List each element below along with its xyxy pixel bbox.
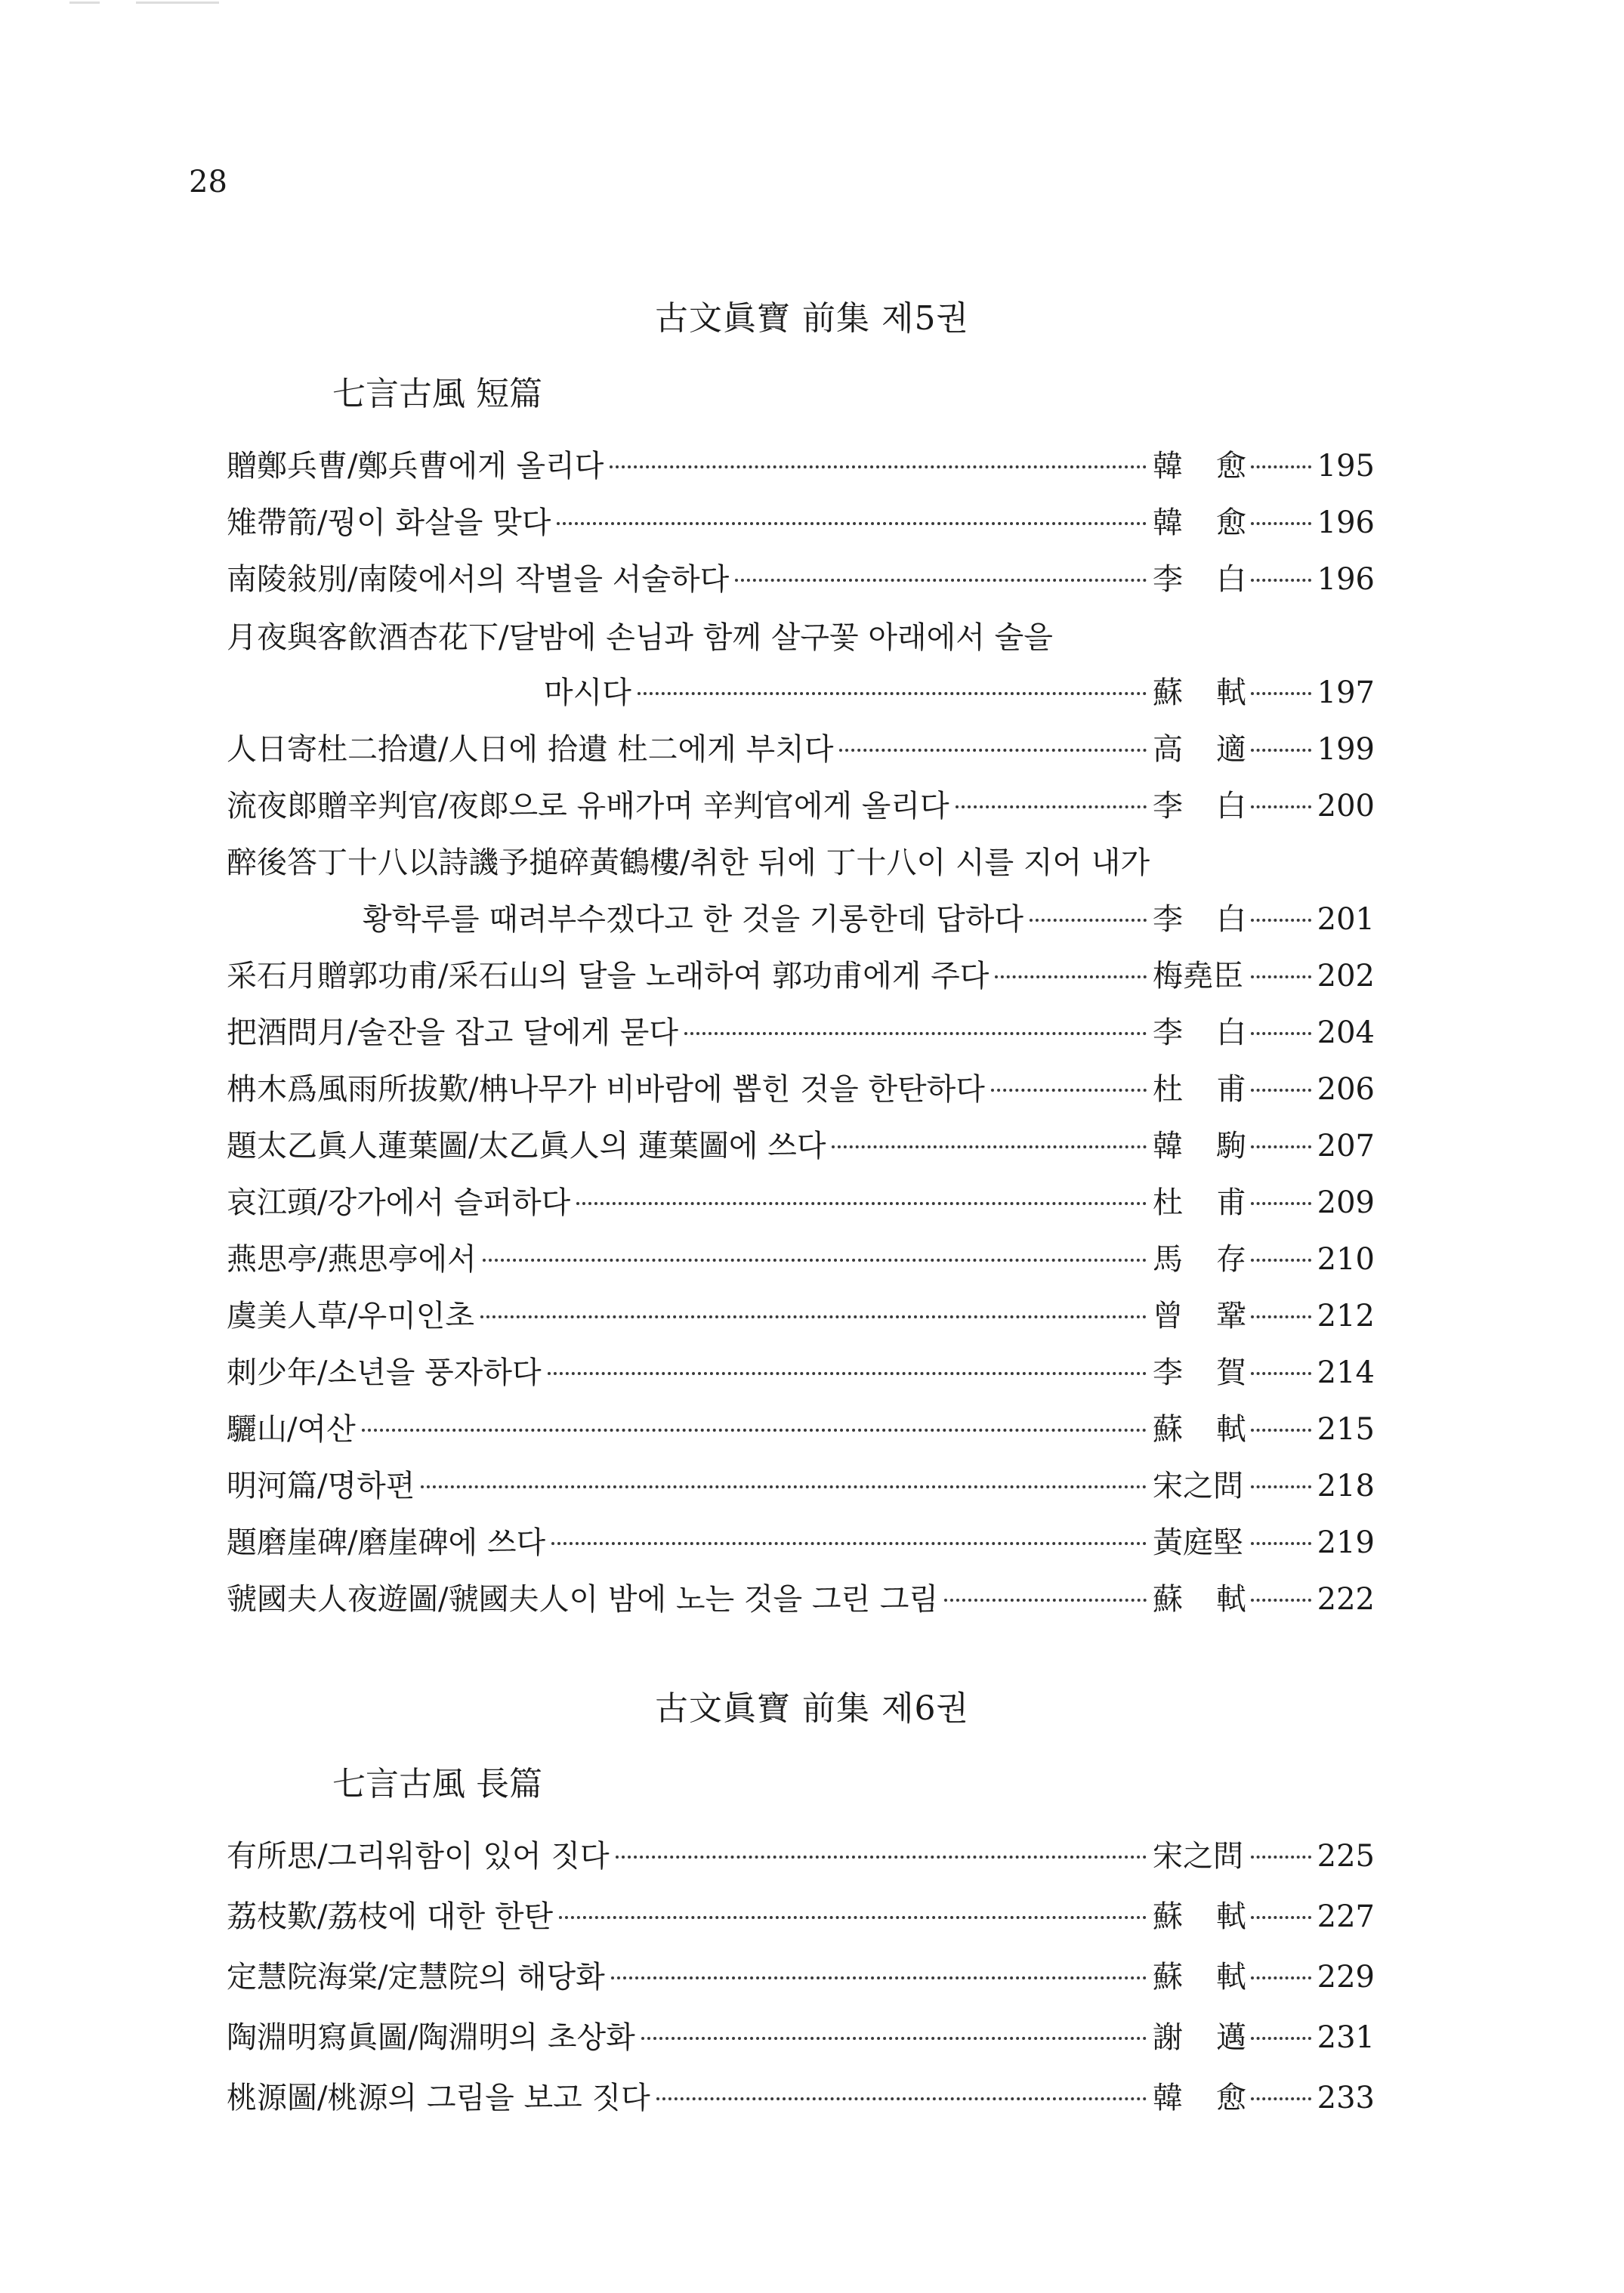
scan-artifact — [69, 2, 100, 4]
entry-page: 199 — [1317, 732, 1375, 767]
entry-page: 219 — [1317, 1525, 1375, 1560]
entry-author: 蘇軾 — [1153, 1899, 1280, 1934]
dot-leader — [1030, 919, 1147, 922]
toc-entry — [227, 1405, 1375, 1451]
entry-title: 虢國夫人夜遊圖/虢國夫人이 밤에 노는 것을 그린 그림 — [227, 1582, 939, 1617]
dot-leader — [548, 1372, 1147, 1375]
section-title: 七言古風 短篇 — [332, 375, 542, 413]
dot-leader — [1251, 1976, 1311, 1979]
entry-page: 196 — [1317, 562, 1375, 597]
toc-entry — [227, 1292, 1375, 1337]
entry-title: 明河篇/명하편 — [227, 1469, 415, 1503]
toc-entry — [227, 1179, 1375, 1224]
toc-entry — [227, 1893, 1375, 1938]
dot-leader — [641, 2037, 1147, 2040]
dot-leader — [1251, 919, 1311, 922]
toc-entry — [227, 442, 1375, 487]
entry-author: 蘇軾 — [1153, 675, 1280, 710]
entry-author: 李白 — [1153, 789, 1280, 824]
dot-leader — [1251, 1429, 1311, 1432]
dot-leader — [559, 1916, 1147, 1919]
entry-page: 225 — [1317, 1839, 1375, 1874]
dot-leader — [1251, 1542, 1311, 1545]
dot-leader — [1251, 1202, 1311, 1205]
entry-title: 마시다 — [544, 675, 631, 710]
entry-title: 桃源圖/桃源의 그림을 보고 짓다 — [227, 2081, 650, 2115]
toc-entry — [227, 782, 1375, 827]
entry-author: 杜甫 — [1153, 1185, 1280, 1220]
toc-entry — [227, 2013, 1375, 2059]
entry-title: 雉帶箭/꿩이 화살을 맞다 — [227, 505, 551, 540]
dot-leader — [1251, 692, 1311, 695]
entry-page: 204 — [1317, 1015, 1375, 1050]
dot-leader — [956, 805, 1147, 808]
dot-leader — [1251, 1145, 1311, 1148]
entry-title: 贈鄭兵曹/鄭兵曹에게 올리다 — [227, 449, 604, 484]
entry-title: 황학루를 때려부수겠다고 한 것을 기롱한데 답하다 — [363, 902, 1024, 937]
entry-author: 高適 — [1153, 732, 1280, 767]
dot-leader — [991, 1089, 1147, 1092]
entry-page: 202 — [1317, 959, 1375, 994]
entry-author: 杜甫 — [1153, 1072, 1280, 1107]
volume-title: 古文眞寶 前集 제6권 — [655, 1689, 969, 1728]
dot-leader — [362, 1429, 1147, 1432]
dot-leader — [944, 1599, 1147, 1602]
entry-author: 韓愈 — [1153, 505, 1280, 540]
entry-author: 宋之問 — [1153, 1469, 1243, 1503]
entry-author: 黃庭堅 — [1153, 1525, 1243, 1560]
entry-title: 哀江頭/강가에서 슬퍼하다 — [227, 1185, 571, 1220]
entry-author: 梅堯臣 — [1153, 959, 1243, 994]
entry-page: 206 — [1317, 1072, 1375, 1107]
entry-page: 231 — [1317, 2020, 1375, 2055]
toc-entry — [227, 1953, 1375, 1998]
toc-entry — [227, 1575, 1375, 1621]
dot-leader — [1251, 2037, 1311, 2040]
dot-leader — [1251, 1916, 1311, 1919]
entry-page: 233 — [1317, 2081, 1375, 2115]
entry-author: 蘇軾 — [1153, 1582, 1280, 1617]
dot-leader — [557, 522, 1147, 525]
entry-author: 李賀 — [1153, 1355, 1280, 1390]
dot-leader — [995, 975, 1147, 978]
entry-title: 刺少年/소년을 풍자하다 — [227, 1355, 542, 1390]
entry-page: 214 — [1317, 1355, 1375, 1390]
dot-leader — [1251, 1259, 1311, 1262]
dot-leader — [551, 1542, 1147, 1545]
entry-title: 荔枝歎/荔枝에 대한 한탄 — [227, 1899, 554, 1934]
entry-page: 212 — [1317, 1299, 1375, 1333]
entry-author: 蘇軾 — [1153, 1412, 1280, 1447]
dot-leader — [638, 692, 1147, 695]
entry-title: 虞美人草/우미인초 — [227, 1299, 475, 1333]
dot-leader — [656, 2097, 1147, 2100]
entry-title: 南陵敍別/南陵에서의 작별을 서술하다 — [227, 562, 730, 597]
dot-leader — [1251, 1372, 1311, 1375]
entry-author: 韓愈 — [1153, 2081, 1280, 2115]
dot-leader — [1251, 1032, 1311, 1035]
dot-leader — [1251, 1315, 1311, 1318]
dot-leader — [1251, 1485, 1311, 1488]
entry-author: 李白 — [1153, 902, 1280, 937]
entry-author: 曾鞏 — [1153, 1299, 1280, 1333]
entry-author: 李白 — [1153, 1015, 1280, 1050]
toc-entry — [227, 1235, 1375, 1281]
toc-entry — [227, 1349, 1375, 1394]
dot-leader — [480, 1315, 1147, 1318]
dot-leader — [832, 1145, 1147, 1148]
dot-leader — [1251, 1856, 1311, 1859]
toc-entry — [227, 1009, 1375, 1054]
section-title: 七言古風 長篇 — [332, 1765, 542, 1803]
dot-leader — [839, 749, 1147, 752]
entry-title-line1: 醉後答丁十八以詩譏予搥碎黃鶴樓/취한 뒤에 丁十八이 시를 지어 내가 — [227, 845, 1150, 880]
dot-leader — [616, 1856, 1147, 1859]
entry-page: 207 — [1317, 1129, 1375, 1163]
entry-title-line1: 月夜與客飮酒杏花下/달밤에 손님과 함께 살구꽃 아래에서 술을 — [227, 620, 1053, 655]
dot-leader — [1251, 749, 1311, 752]
scan-artifact — [136, 2, 219, 4]
entry-title: 采石月贈郭功甫/采石山의 달을 노래하여 郭功甫에게 주다 — [227, 959, 990, 994]
entry-author: 李白 — [1153, 562, 1280, 597]
entry-title: 燕思亭/燕思亭에서 — [227, 1242, 477, 1277]
entry-page: 218 — [1317, 1469, 1375, 1503]
toc-entry — [227, 1832, 1375, 1877]
entry-author: 宋之問 — [1153, 1839, 1243, 1874]
toc-entry — [227, 725, 1375, 771]
dot-leader — [610, 465, 1147, 468]
page-number: 28 — [189, 165, 227, 199]
dot-leader — [1251, 1599, 1311, 1602]
dot-leader — [684, 1032, 1147, 1035]
entry-page: 200 — [1317, 789, 1375, 824]
dot-leader — [421, 1485, 1147, 1488]
entry-page: 209 — [1317, 1185, 1375, 1220]
toc-entry — [227, 1519, 1375, 1564]
entry-page: 196 — [1317, 505, 1375, 540]
entry-page: 197 — [1317, 675, 1375, 710]
entry-title: 有所思/그리워함이 있어 짓다 — [227, 1839, 610, 1874]
toc-entry — [363, 895, 1375, 941]
entry-author: 蘇軾 — [1153, 1960, 1280, 1995]
toc-entry — [227, 1065, 1375, 1111]
toc-entry — [544, 669, 1375, 714]
toc-entry — [227, 1462, 1375, 1507]
toc-entry — [227, 1122, 1375, 1167]
dot-leader — [1251, 805, 1311, 808]
dot-leader — [1251, 975, 1311, 978]
entry-title: 驪山/여산 — [227, 1412, 356, 1447]
toc-entry — [227, 952, 1375, 997]
entry-title: 題太乙眞人蓮葉圖/太乙眞人의 蓮葉圖에 쓰다 — [227, 1129, 826, 1163]
entry-page: 210 — [1317, 1242, 1375, 1277]
dot-leader — [576, 1202, 1147, 1205]
volume-title: 古文眞寶 前集 제5권 — [655, 299, 969, 338]
entry-page: 201 — [1317, 902, 1375, 937]
entry-page: 195 — [1317, 449, 1375, 484]
dot-leader — [1251, 465, 1311, 468]
entry-title: 柟木爲風雨所拔歎/柟나무가 비바람에 뽑힌 것을 한탄하다 — [227, 1072, 985, 1107]
entry-page: 229 — [1317, 1960, 1375, 1995]
toc-entry — [227, 555, 1375, 601]
dot-leader — [1251, 1089, 1311, 1092]
toc-entry — [227, 499, 1375, 544]
entry-title: 流夜郞贈辛判官/夜郞으로 유배가며 辛判官에게 올리다 — [227, 789, 949, 824]
dot-leader — [483, 1259, 1147, 1262]
entry-page: 227 — [1317, 1899, 1375, 1934]
entry-title: 把酒問月/술잔을 잡고 달에게 묻다 — [227, 1015, 679, 1050]
entry-title: 人日寄杜二拾遺/人日에 拾遺 杜二에게 부치다 — [227, 732, 834, 767]
entry-author: 謝邁 — [1153, 2020, 1280, 2055]
entry-author: 韓愈 — [1153, 449, 1280, 484]
entry-page: 215 — [1317, 1412, 1375, 1447]
entry-author: 馬存 — [1153, 1242, 1280, 1277]
entry-title: 題磨崖碑/磨崖碑에 쓰다 — [227, 1525, 546, 1560]
entry-page: 222 — [1317, 1582, 1375, 1617]
toc-entry — [227, 2074, 1375, 2119]
entry-author: 韓駒 — [1153, 1129, 1280, 1163]
entry-title: 陶淵明寫眞圖/陶淵明의 초상화 — [227, 2020, 635, 2055]
dot-leader — [1251, 2097, 1311, 2100]
entry-title: 定慧院海棠/定慧院의 해당화 — [227, 1960, 605, 1995]
dot-leader — [1251, 579, 1311, 582]
dot-leader — [611, 1976, 1147, 1979]
dot-leader — [1251, 522, 1311, 525]
dot-leader — [735, 579, 1147, 582]
